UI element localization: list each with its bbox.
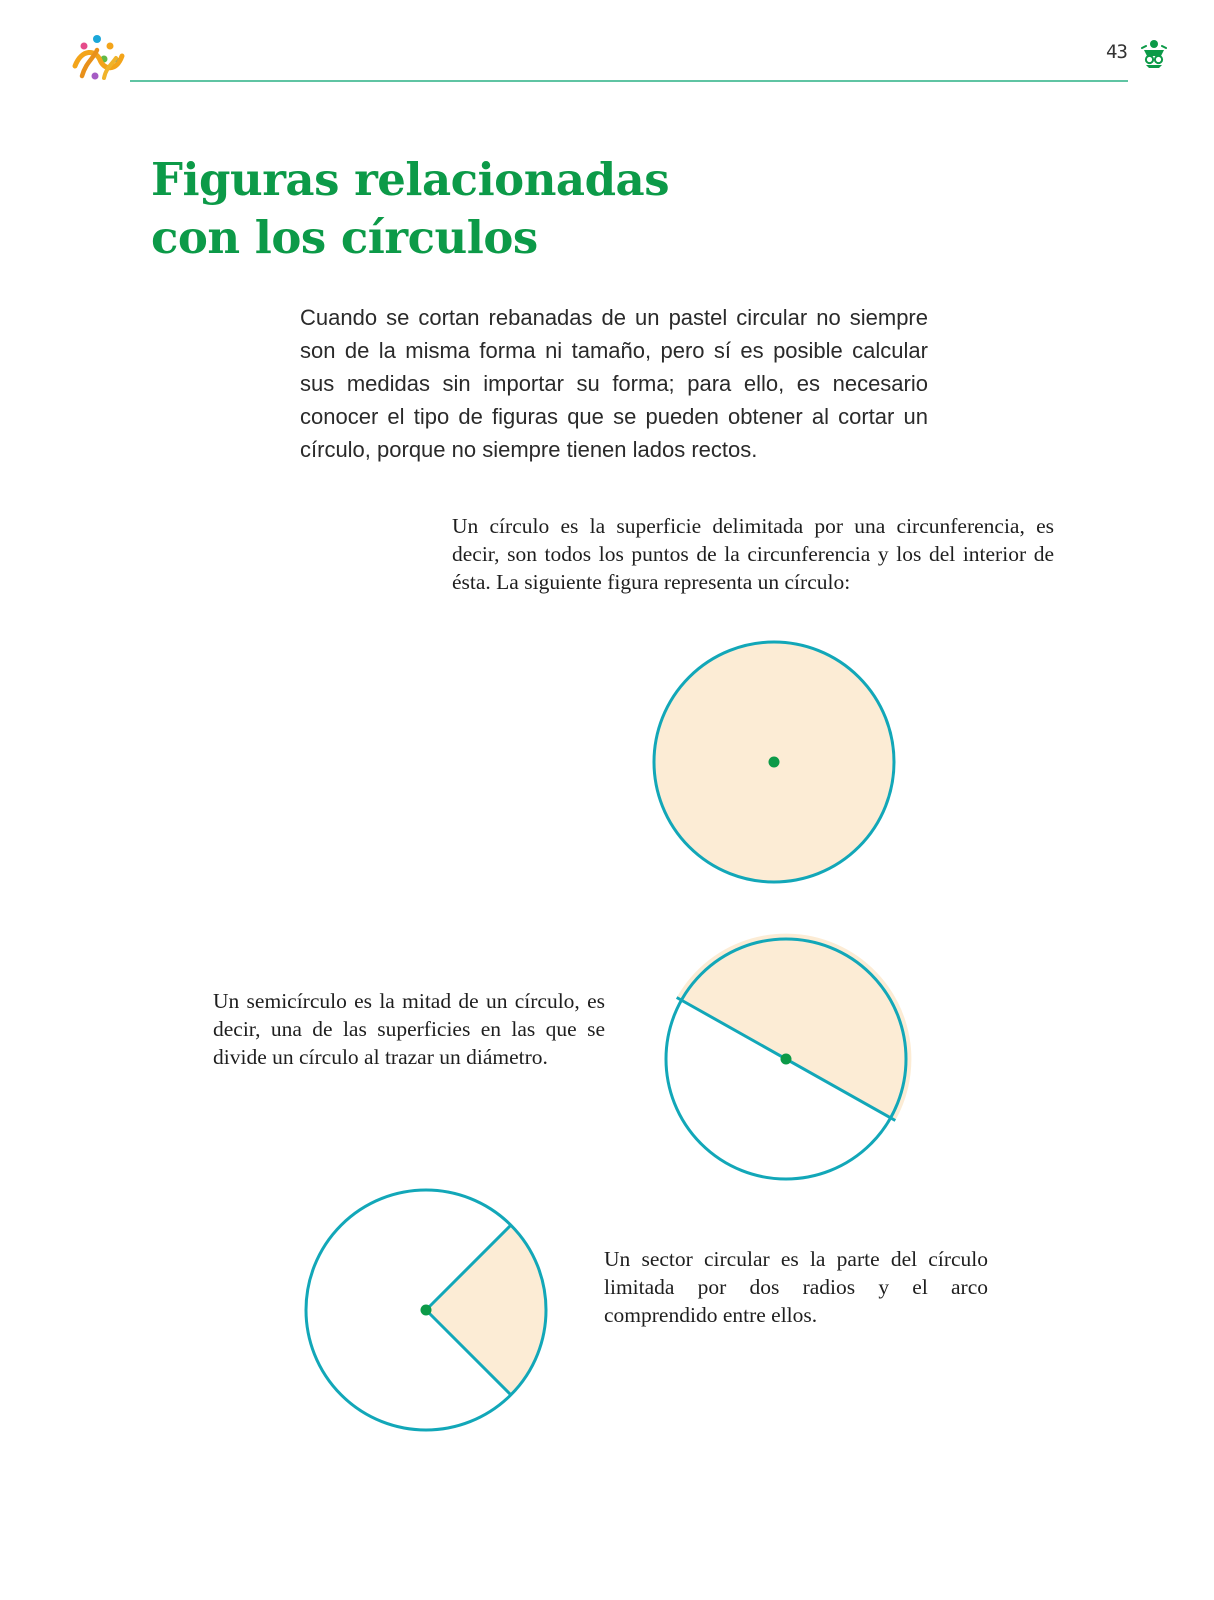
page-title-line-2: con los círculos (151, 211, 538, 264)
sector-definition: Un sector circular es la parte del círculo limitada por dos radios y el arco comprendido entre ellos. (604, 1247, 988, 1327)
colorful-people-logo-icon (70, 32, 126, 84)
circle-definition: Un círculo es la superficie delimitada por una circunferencia, es decir, son todos los puntos de la circunferencia y los del interior de ésta. La siguiente figura representa un círculo: (452, 514, 1054, 594)
circle-figure (650, 638, 898, 886)
page-number: 43 (1106, 41, 1127, 63)
header-divider (130, 80, 1128, 82)
green-emblem-icon (1141, 38, 1167, 68)
sector-center-point (421, 1305, 432, 1316)
intro-paragraph: Cuando se cortan rebanadas de un pastel circular no siempre son de la misma forma ni tamaño, pero sí es posible calcular sus medidas sin importar su forma; para ello, es necesario conocer el tipo de figuras que se pueden obtener al cortar un círculo, porque no siempre tienen lados rectos. (300, 305, 928, 462)
semicircle-definition: Un semicírculo es la mitad de un círculo, es decir, una de las superficies en las que se divide un círculo al trazar un diámetro. (213, 989, 605, 1069)
page-title (151, 151, 669, 267)
semicircle-figure (662, 935, 910, 1183)
circle-center-point (769, 757, 780, 768)
page-title-line-1: Figuras relacionadas (151, 153, 670, 206)
semicircle-center-point (781, 1054, 792, 1065)
sector-figure (302, 1186, 550, 1434)
